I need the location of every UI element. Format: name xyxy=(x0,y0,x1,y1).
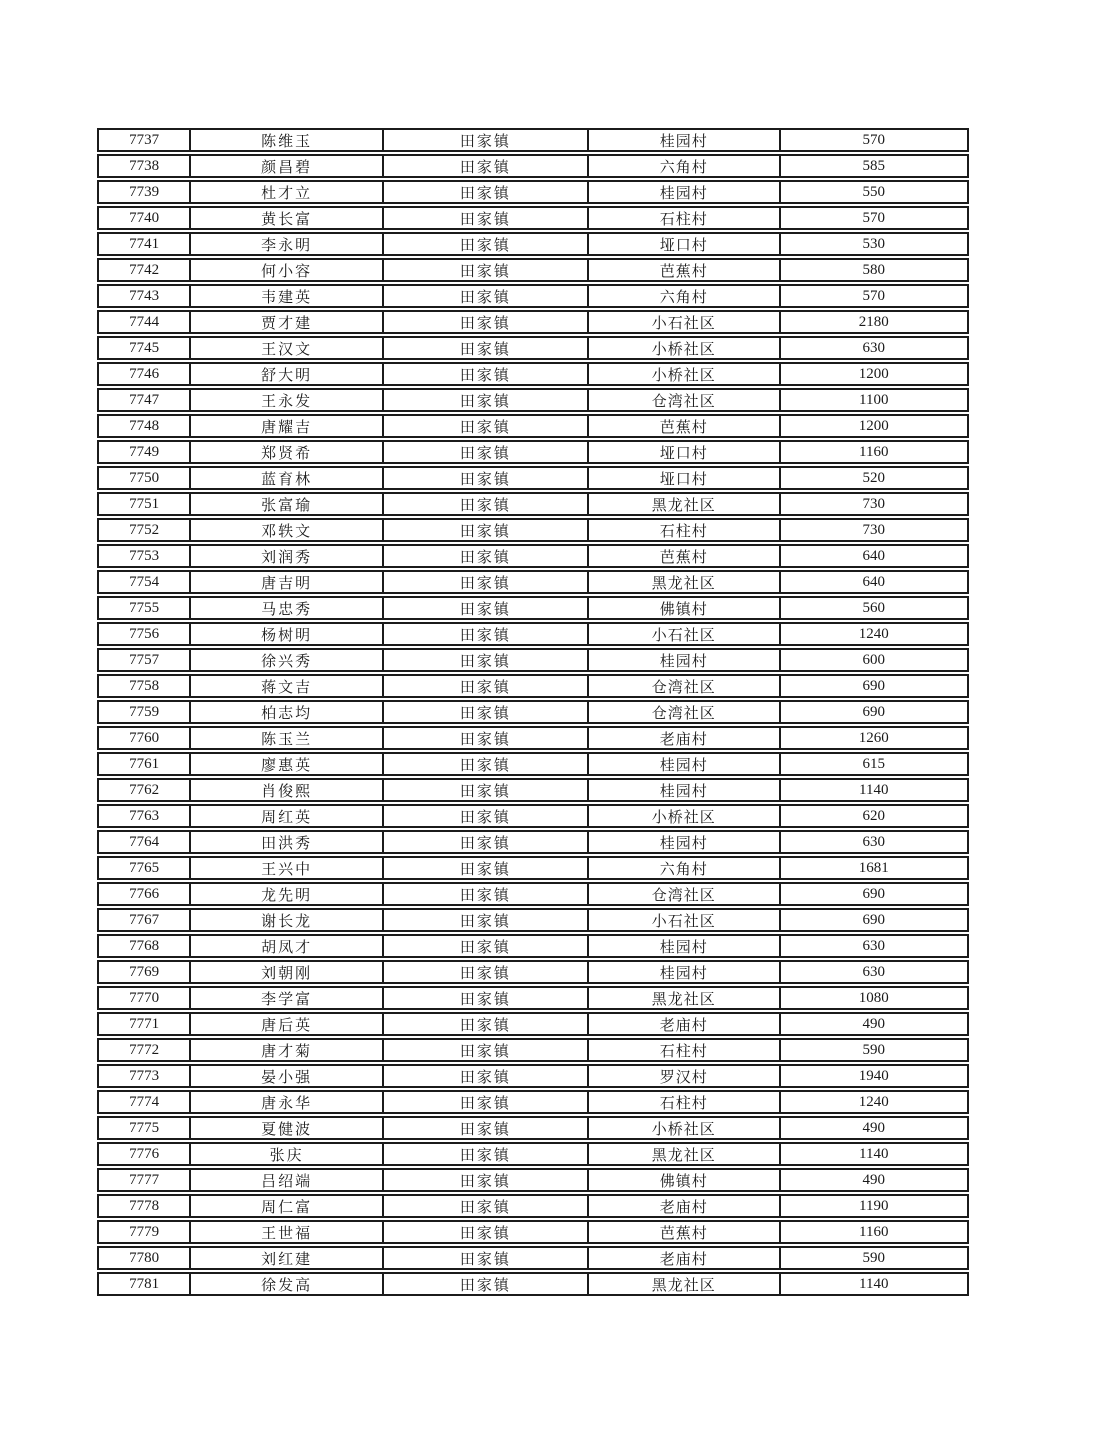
cell-name: 廖惠英 xyxy=(189,754,382,774)
table-row xyxy=(97,622,969,646)
cell-id: 7749 xyxy=(129,443,160,460)
cell-village: 小石社区 xyxy=(587,312,779,332)
cell-amount: 690 xyxy=(779,676,967,696)
cell-amount: 690 xyxy=(779,884,967,904)
cell-town: 田家镇 xyxy=(382,364,587,384)
cell-amount: 1240 xyxy=(779,624,967,644)
cell-town: 田家镇 xyxy=(382,442,587,462)
cell-id: 7767 xyxy=(129,911,160,928)
table-row xyxy=(97,232,969,256)
cell-town: 田家镇 xyxy=(382,286,587,306)
cell-village: 老庙村 xyxy=(587,1014,779,1034)
cell-village: 黑龙社区 xyxy=(587,572,779,592)
cell-village: 仓湾社区 xyxy=(587,390,779,410)
cell-town: 田家镇 xyxy=(382,988,587,1008)
cell-id: 7759 xyxy=(129,703,160,720)
cell-village: 佛镇村 xyxy=(587,598,779,618)
cell-name: 马忠秀 xyxy=(189,598,382,618)
cell-village: 桂园村 xyxy=(587,832,779,852)
cell-village: 仓湾社区 xyxy=(587,676,779,696)
cell-amount: 1140 xyxy=(779,780,967,800)
table-row xyxy=(97,882,969,906)
cell-amount: 580 xyxy=(779,260,967,280)
cell-amount: 490 xyxy=(779,1014,967,1034)
cell-id: 7737 xyxy=(129,131,160,148)
cell-village: 老庙村 xyxy=(587,728,779,748)
cell-amount: 1940 xyxy=(779,1066,967,1086)
cell-id: 7770 xyxy=(129,989,160,1006)
cell-town: 田家镇 xyxy=(382,962,587,982)
cell-village: 老庙村 xyxy=(587,1248,779,1268)
cell-village: 佛镇村 xyxy=(587,1170,779,1190)
table-row xyxy=(97,856,969,880)
cell-id: 7756 xyxy=(129,625,160,642)
cell-id: 7773 xyxy=(129,1067,160,1084)
cell-village: 垭口村 xyxy=(587,234,779,254)
cell-town: 田家镇 xyxy=(382,1014,587,1034)
cell-id: 7753 xyxy=(129,547,160,564)
cell-amount: 600 xyxy=(779,650,967,670)
table-row xyxy=(97,908,969,932)
table-row xyxy=(97,1116,969,1140)
cell-amount: 1140 xyxy=(779,1274,967,1294)
cell-amount: 730 xyxy=(779,494,967,514)
cell-village: 芭蕉村 xyxy=(587,546,779,566)
cell-name: 蒋文吉 xyxy=(189,676,382,696)
cell-name: 郑贤希 xyxy=(189,442,382,462)
table-row xyxy=(97,596,969,620)
cell-name: 唐吉明 xyxy=(189,572,382,592)
cell-name: 徐发高 xyxy=(189,1274,382,1294)
cell-name: 邓轶文 xyxy=(189,520,382,540)
cell-name: 李永明 xyxy=(189,234,382,254)
cell-amount: 630 xyxy=(779,338,967,358)
cell-village: 桂园村 xyxy=(587,754,779,774)
cell-village: 黑龙社区 xyxy=(587,494,779,514)
cell-amount: 570 xyxy=(779,130,967,150)
cell-town: 田家镇 xyxy=(382,1222,587,1242)
table-row xyxy=(97,570,969,594)
cell-town: 田家镇 xyxy=(382,156,587,176)
cell-name: 王汉文 xyxy=(189,338,382,358)
cell-name: 杜才立 xyxy=(189,182,382,202)
cell-village: 芭蕉村 xyxy=(587,1222,779,1242)
cell-amount: 1100 xyxy=(779,390,967,410)
cell-village: 石柱村 xyxy=(587,208,779,228)
cell-town: 田家镇 xyxy=(382,1248,587,1268)
cell-id: 7765 xyxy=(129,859,160,876)
cell-town: 田家镇 xyxy=(382,260,587,280)
cell-village: 仓湾社区 xyxy=(587,884,779,904)
cell-town: 田家镇 xyxy=(382,884,587,904)
cell-amount: 1200 xyxy=(779,416,967,436)
cell-amount: 530 xyxy=(779,234,967,254)
table-row xyxy=(97,440,969,464)
cell-amount: 1160 xyxy=(779,442,967,462)
cell-name: 吕绍端 xyxy=(189,1170,382,1190)
table-row xyxy=(97,180,969,204)
cell-town: 田家镇 xyxy=(382,598,587,618)
cell-name: 陈玉兰 xyxy=(189,728,382,748)
cell-name: 周红英 xyxy=(189,806,382,826)
table-row xyxy=(97,1194,969,1218)
cell-id: 7774 xyxy=(129,1093,160,1110)
table-row xyxy=(97,1220,969,1244)
cell-village: 罗汉村 xyxy=(587,1066,779,1086)
cell-town: 田家镇 xyxy=(382,130,587,150)
table-row xyxy=(97,778,969,802)
table-row xyxy=(97,336,969,360)
cell-id: 7769 xyxy=(129,963,160,980)
table-row xyxy=(97,388,969,412)
cell-id: 7781 xyxy=(129,1275,160,1292)
cell-name: 王世福 xyxy=(189,1222,382,1242)
cell-name: 舒大明 xyxy=(189,364,382,384)
cell-id: 7745 xyxy=(129,339,160,356)
cell-town: 田家镇 xyxy=(382,1066,587,1086)
cell-amount: 1260 xyxy=(779,728,967,748)
cell-town: 田家镇 xyxy=(382,676,587,696)
cell-name: 柏志均 xyxy=(189,702,382,722)
cell-amount: 520 xyxy=(779,468,967,488)
table-row xyxy=(97,934,969,958)
cell-village: 桂园村 xyxy=(587,650,779,670)
cell-name: 唐后英 xyxy=(189,1014,382,1034)
cell-id: 7776 xyxy=(129,1145,160,1162)
table-row xyxy=(97,726,969,750)
cell-amount: 640 xyxy=(779,572,967,592)
cell-village: 石柱村 xyxy=(587,1040,779,1060)
cell-village: 小桥社区 xyxy=(587,364,779,384)
cell-town: 田家镇 xyxy=(382,1092,587,1112)
cell-name: 刘润秀 xyxy=(189,546,382,566)
cell-village: 桂园村 xyxy=(587,182,779,202)
cell-name: 刘朝刚 xyxy=(189,962,382,982)
cell-name: 唐永华 xyxy=(189,1092,382,1112)
cell-village: 芭蕉村 xyxy=(587,260,779,280)
cell-amount: 690 xyxy=(779,910,967,930)
cell-amount: 585 xyxy=(779,156,967,176)
cell-id: 7763 xyxy=(129,807,160,824)
cell-village: 桂园村 xyxy=(587,936,779,956)
cell-id: 7743 xyxy=(129,287,160,304)
cell-town: 田家镇 xyxy=(382,546,587,566)
cell-village: 小石社区 xyxy=(587,910,779,930)
cell-id: 7777 xyxy=(129,1171,160,1188)
table-row xyxy=(97,128,969,152)
cell-town: 田家镇 xyxy=(382,234,587,254)
cell-town: 田家镇 xyxy=(382,1144,587,1164)
table-row xyxy=(97,154,969,178)
cell-town: 田家镇 xyxy=(382,520,587,540)
cell-name: 唐耀吉 xyxy=(189,416,382,436)
cell-town: 田家镇 xyxy=(382,806,587,826)
cell-name: 韦建英 xyxy=(189,286,382,306)
table-row xyxy=(97,518,969,542)
cell-town: 田家镇 xyxy=(382,1118,587,1138)
cell-id: 7738 xyxy=(129,157,160,174)
cell-amount: 570 xyxy=(779,286,967,306)
cell-village: 石柱村 xyxy=(587,1092,779,1112)
table-row xyxy=(97,1246,969,1270)
table-row xyxy=(97,1090,969,1114)
cell-id: 7761 xyxy=(129,755,160,772)
cell-village: 黑龙社区 xyxy=(587,1144,779,1164)
cell-town: 田家镇 xyxy=(382,650,587,670)
table-row xyxy=(97,414,969,438)
cell-id: 7772 xyxy=(129,1041,160,1058)
cell-amount: 620 xyxy=(779,806,967,826)
cell-village: 桂园村 xyxy=(587,130,779,150)
cell-name: 黄长富 xyxy=(189,208,382,228)
table-row xyxy=(97,310,969,334)
cell-name: 何小容 xyxy=(189,260,382,280)
cell-village: 桂园村 xyxy=(587,780,779,800)
table-row xyxy=(97,700,969,724)
cell-id: 7747 xyxy=(129,391,160,408)
cell-name: 颜昌碧 xyxy=(189,156,382,176)
cell-name: 李学富 xyxy=(189,988,382,1008)
cell-amount: 630 xyxy=(779,936,967,956)
cell-name: 晏小强 xyxy=(189,1066,382,1086)
table-row xyxy=(97,830,969,854)
cell-id: 7771 xyxy=(129,1015,160,1032)
cell-town: 田家镇 xyxy=(382,182,587,202)
cell-id: 7762 xyxy=(129,781,160,798)
cell-id: 7775 xyxy=(129,1119,160,1136)
cell-amount: 1160 xyxy=(779,1222,967,1242)
cell-town: 田家镇 xyxy=(382,936,587,956)
cell-village: 小桥社区 xyxy=(587,1118,779,1138)
cell-amount: 560 xyxy=(779,598,967,618)
cell-town: 田家镇 xyxy=(382,728,587,748)
table-row xyxy=(97,466,969,490)
cell-name: 陈维玉 xyxy=(189,130,382,150)
cell-amount: 1681 xyxy=(779,858,967,878)
cell-town: 田家镇 xyxy=(382,1170,587,1190)
cell-id: 7755 xyxy=(129,599,160,616)
cell-id: 7752 xyxy=(129,521,160,538)
cell-town: 田家镇 xyxy=(382,1274,587,1294)
cell-name: 蓝育林 xyxy=(189,468,382,488)
cell-name: 肖俊熙 xyxy=(189,780,382,800)
cell-village: 黑龙社区 xyxy=(587,1274,779,1294)
cell-id: 7758 xyxy=(129,677,160,694)
cell-name: 唐才菊 xyxy=(189,1040,382,1060)
cell-name: 谢长龙 xyxy=(189,910,382,930)
cell-id: 7757 xyxy=(129,651,160,668)
cell-amount: 1190 xyxy=(779,1196,967,1216)
cell-town: 田家镇 xyxy=(382,858,587,878)
cell-town: 田家镇 xyxy=(382,780,587,800)
cell-amount: 690 xyxy=(779,702,967,722)
cell-amount: 590 xyxy=(779,1040,967,1060)
cell-town: 田家镇 xyxy=(382,1196,587,1216)
cell-amount: 1080 xyxy=(779,988,967,1008)
cell-id: 7741 xyxy=(129,235,160,252)
cell-name: 王永发 xyxy=(189,390,382,410)
table-row xyxy=(97,960,969,984)
table-row xyxy=(97,1038,969,1062)
cell-amount: 490 xyxy=(779,1170,967,1190)
cell-id: 7779 xyxy=(129,1223,160,1240)
cell-id: 7750 xyxy=(129,469,160,486)
cell-amount: 550 xyxy=(779,182,967,202)
cell-id: 7746 xyxy=(129,365,160,382)
cell-town: 田家镇 xyxy=(382,1040,587,1060)
cell-name: 田洪秀 xyxy=(189,832,382,852)
cell-id: 7768 xyxy=(129,937,160,954)
table-row xyxy=(97,1168,969,1192)
table-row xyxy=(97,544,969,568)
cell-id: 7751 xyxy=(129,495,160,512)
cell-name: 贾才建 xyxy=(189,312,382,332)
cell-id: 7748 xyxy=(129,417,160,434)
cell-amount: 1140 xyxy=(779,1144,967,1164)
cell-village: 老庙村 xyxy=(587,1196,779,1216)
cell-id: 7739 xyxy=(129,183,160,200)
cell-amount: 1240 xyxy=(779,1092,967,1112)
table-row xyxy=(97,1272,969,1296)
cell-amount: 630 xyxy=(779,962,967,982)
cell-village: 桂园村 xyxy=(587,962,779,982)
cell-town: 田家镇 xyxy=(382,910,587,930)
cell-village: 六角村 xyxy=(587,286,779,306)
table-row xyxy=(97,674,969,698)
table-row xyxy=(97,258,969,282)
table-row xyxy=(97,284,969,308)
cell-village: 垭口村 xyxy=(587,468,779,488)
cell-village: 小桥社区 xyxy=(587,806,779,826)
cell-name: 王兴中 xyxy=(189,858,382,878)
cell-id: 7740 xyxy=(129,209,160,226)
cell-name: 徐兴秀 xyxy=(189,650,382,670)
cell-id: 7764 xyxy=(129,833,160,850)
cell-amount: 630 xyxy=(779,832,967,852)
cell-id: 7760 xyxy=(129,729,160,746)
cell-town: 田家镇 xyxy=(382,832,587,852)
cell-name: 胡凤才 xyxy=(189,936,382,956)
cell-name: 夏健波 xyxy=(189,1118,382,1138)
cell-amount: 490 xyxy=(779,1118,967,1138)
cell-amount: 615 xyxy=(779,754,967,774)
table-row xyxy=(97,1064,969,1088)
cell-id: 7766 xyxy=(129,885,160,902)
cell-town: 田家镇 xyxy=(382,702,587,722)
cell-town: 田家镇 xyxy=(382,338,587,358)
table-row xyxy=(97,648,969,672)
table-row xyxy=(97,804,969,828)
cell-village: 芭蕉村 xyxy=(587,416,779,436)
cell-town: 田家镇 xyxy=(382,572,587,592)
cell-amount: 570 xyxy=(779,208,967,228)
table-row xyxy=(97,752,969,776)
cell-name: 张富瑜 xyxy=(189,494,382,514)
cell-village: 小桥社区 xyxy=(587,338,779,358)
cell-name: 周仁富 xyxy=(189,1196,382,1216)
cell-town: 田家镇 xyxy=(382,312,587,332)
cell-town: 田家镇 xyxy=(382,390,587,410)
cell-amount: 640 xyxy=(779,546,967,566)
records-table xyxy=(97,128,969,1296)
table-row xyxy=(97,206,969,230)
cell-town: 田家镇 xyxy=(382,468,587,488)
table-row xyxy=(97,986,969,1010)
cell-village: 仓湾社区 xyxy=(587,702,779,722)
cell-village: 六角村 xyxy=(587,156,779,176)
cell-id: 7744 xyxy=(129,313,160,330)
cell-village: 垭口村 xyxy=(587,442,779,462)
cell-name: 龙先明 xyxy=(189,884,382,904)
table-row xyxy=(97,362,969,386)
table-row xyxy=(97,1142,969,1166)
cell-id: 7778 xyxy=(129,1197,160,1214)
cell-town: 田家镇 xyxy=(382,494,587,514)
table-row xyxy=(97,492,969,516)
cell-village: 小石社区 xyxy=(587,624,779,644)
cell-name: 杨树明 xyxy=(189,624,382,644)
cell-town: 田家镇 xyxy=(382,624,587,644)
cell-amount: 590 xyxy=(779,1248,967,1268)
cell-town: 田家镇 xyxy=(382,754,587,774)
cell-amount: 2180 xyxy=(779,312,967,332)
table-row xyxy=(97,1012,969,1036)
cell-id: 7742 xyxy=(129,261,160,278)
cell-village: 石柱村 xyxy=(587,520,779,540)
cell-village: 六角村 xyxy=(587,858,779,878)
cell-name: 刘红建 xyxy=(189,1248,382,1268)
cell-town: 田家镇 xyxy=(382,208,587,228)
cell-amount: 730 xyxy=(779,520,967,540)
cell-id: 7754 xyxy=(129,573,160,590)
cell-town: 田家镇 xyxy=(382,416,587,436)
cell-amount: 1200 xyxy=(779,364,967,384)
cell-village: 黑龙社区 xyxy=(587,988,779,1008)
cell-id: 7780 xyxy=(129,1249,160,1266)
cell-name: 张庆 xyxy=(189,1144,382,1164)
